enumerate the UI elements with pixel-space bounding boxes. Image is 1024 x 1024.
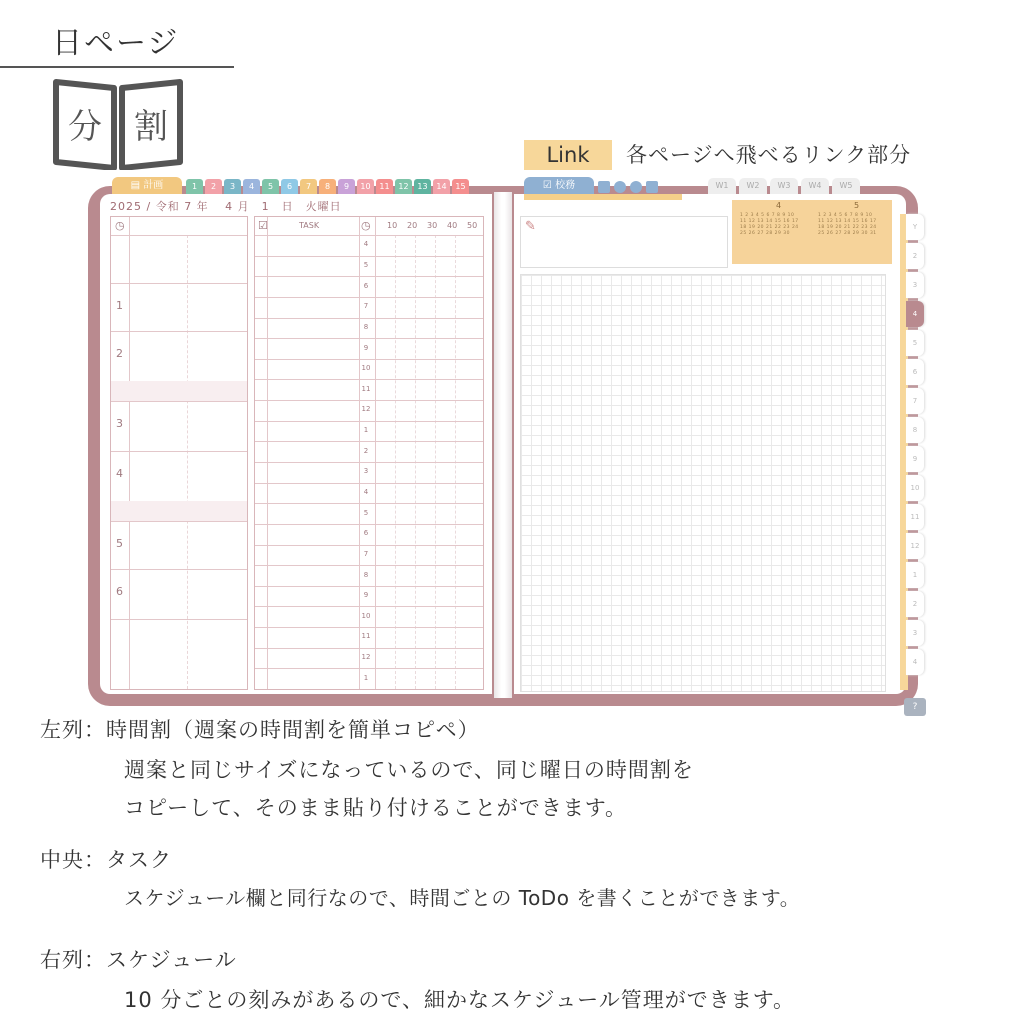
task-hour-label: 10: [361, 364, 371, 373]
tab-work[interactable]: [524, 177, 594, 194]
number-tab-11[interactable]: 11: [376, 179, 393, 194]
week-tab-w2[interactable]: W2: [739, 178, 767, 194]
task-row: [255, 627, 483, 628]
timetable-row-line: [111, 331, 247, 332]
center-column-title: 中央：タスク: [40, 848, 172, 872]
task-hour-label: 1: [363, 673, 369, 682]
side-tab-1[interactable]: 1: [906, 562, 924, 588]
timetable-row-line: [111, 619, 247, 620]
task-row: [255, 338, 483, 339]
book-spine: [494, 192, 512, 698]
link-band: [524, 194, 682, 200]
number-tab-7[interactable]: 7: [300, 179, 317, 194]
number-tab-15[interactable]: 15: [452, 179, 469, 194]
task-hour-label: 8: [363, 570, 369, 579]
period-label: 2: [116, 347, 123, 360]
week-tab-w1[interactable]: W1: [708, 178, 736, 194]
tab-work-label: 校務: [555, 180, 576, 191]
task-row: [255, 648, 483, 649]
center-column-line1: スケジュール欄と同行なので、時間ごとの ToDo を書くことができます。: [124, 886, 801, 910]
side-tab-9[interactable]: 9: [906, 446, 924, 472]
task-hour-label: 7: [363, 302, 369, 311]
period-label: 1: [116, 299, 123, 312]
help-button[interactable]: ?: [904, 698, 926, 716]
task-row: [255, 545, 483, 546]
task-hour-label: 7: [363, 549, 369, 558]
task-row: [255, 318, 483, 319]
side-tab-4[interactable]: 4: [906, 649, 924, 675]
task-hour-label: 5: [363, 260, 369, 269]
task-row: [255, 359, 483, 360]
link-badge: Link: [524, 140, 612, 170]
grid-notes-area[interactable]: [520, 274, 886, 692]
number-tab-8[interactable]: 8: [319, 179, 336, 194]
side-tab-6[interactable]: 6: [906, 359, 924, 385]
side-tab-10[interactable]: 10: [906, 475, 924, 501]
timetable-row-line: [111, 283, 247, 284]
task-hour-label: 3: [363, 467, 369, 476]
task-row: [255, 276, 483, 277]
minute-mark: 20: [407, 221, 418, 230]
task-row: [255, 524, 483, 525]
task-column[interactable]: [254, 216, 484, 690]
checkbox-icon: ☑: [542, 180, 556, 191]
task-hour-label: 8: [363, 322, 369, 331]
task-hour-label: 4: [363, 240, 369, 249]
minute-mark: 30: [427, 221, 438, 230]
title-underline: [0, 66, 234, 68]
clock-icon: ◷: [115, 219, 125, 232]
period-label: 5: [116, 537, 123, 550]
split-book-icon: [52, 78, 184, 170]
split-label-right: 割: [134, 107, 168, 147]
number-tab-14[interactable]: 14: [433, 179, 450, 194]
task-hour-label: 9: [363, 591, 369, 600]
task-row: [255, 441, 483, 442]
memo-box[interactable]: [520, 216, 728, 268]
number-tab-2[interactable]: 2: [205, 179, 222, 194]
right-column-line1: 10 分ごとの刻みがあるので、細かなスケジュール管理ができます。: [124, 988, 796, 1012]
number-tab-3[interactable]: 3: [224, 179, 241, 194]
checkbox-icon: ☑: [258, 219, 268, 232]
task-hour-label: 12: [361, 653, 371, 662]
tab-plan-label: 計画: [143, 180, 164, 191]
week-tab-w5[interactable]: W5: [832, 178, 860, 194]
left-column-line2: コピーして、そのまま貼り付けることができます。: [124, 796, 628, 820]
week-tabs: [708, 178, 860, 194]
task-hour-label: 12: [361, 405, 371, 414]
number-tab-1[interactable]: 1: [186, 179, 203, 194]
period-label: 6: [116, 585, 123, 598]
number-tab-4[interactable]: 4: [243, 179, 260, 194]
task-hour-label: 6: [363, 529, 369, 538]
pencil-icon: ✎: [525, 219, 536, 234]
timetable-row-line: [111, 401, 247, 402]
side-tab-5[interactable]: 5: [906, 330, 924, 356]
task-hour-label: 11: [361, 384, 371, 393]
task-row: [255, 400, 483, 401]
minute-mark: 50: [467, 221, 478, 230]
week-tab-w3[interactable]: W3: [770, 178, 798, 194]
timetable-row-line: [111, 521, 247, 522]
timetable-row-line: [111, 235, 247, 236]
task-hour-label: 10: [361, 611, 371, 620]
calendar-days-a: 1 2 3 4 5 6 7 8 9 10 11 12 13 14 15 16 17 18 19 20 21 22 23 24 25 26 27 28 29 30: [740, 213, 799, 236]
number-tab-9[interactable]: 9: [338, 179, 355, 194]
task-row: [255, 483, 483, 484]
task-hour-label: 11: [361, 632, 371, 641]
minute-mark: 10: [387, 221, 398, 230]
side-tab-11[interactable]: 11: [906, 504, 924, 530]
calendar-month-a: 4: [776, 201, 782, 210]
folder-icon[interactable]: [646, 181, 658, 193]
tab-plan[interactable]: [112, 177, 182, 194]
document-icon[interactable]: [598, 181, 610, 193]
task-hour-label: 4: [363, 487, 369, 496]
task-row: [255, 586, 483, 587]
side-tab-8[interactable]: 8: [906, 417, 924, 443]
clock-icon[interactable]: [614, 181, 626, 193]
task-row: [255, 379, 483, 380]
clock-icon: ◷: [361, 219, 371, 232]
mini-calendar: [732, 200, 892, 264]
number-tab-12[interactable]: 12: [395, 179, 412, 194]
task-row: [255, 235, 483, 236]
page-title: 日ページ: [52, 26, 180, 61]
side-tab-12[interactable]: 12: [906, 533, 924, 559]
calendar-month-b: 5: [854, 201, 860, 210]
task-row: [255, 565, 483, 566]
timetable-row-line: [111, 569, 247, 570]
right-column-title: 右列：スケジュール: [40, 948, 237, 972]
side-tab-3[interactable]: 3: [906, 272, 924, 298]
task-row: [255, 421, 483, 422]
task-row: [255, 297, 483, 298]
left-column-title: 左列：時間割（週案の時間割を簡単コピペ）: [40, 718, 480, 742]
task-divider: [267, 217, 268, 689]
number-tab-6[interactable]: 6: [281, 179, 298, 194]
period-label: 4: [116, 467, 123, 480]
task-row: [255, 668, 483, 669]
number-tab-10[interactable]: 10: [357, 179, 374, 194]
number-tab-13[interactable]: 13: [414, 179, 431, 194]
link-description: 各ページへ飛べるリンク部分: [626, 143, 912, 167]
side-tab-7[interactable]: 7: [906, 388, 924, 414]
side-tab-2[interactable]: 2: [906, 591, 924, 617]
task-hour-label: 9: [363, 343, 369, 352]
week-tab-w4[interactable]: W4: [801, 178, 829, 194]
task-hour-label: 6: [363, 281, 369, 290]
left-column-line1: 週案と同じサイズになっているので、同じ曜日の時間割を: [124, 758, 694, 782]
task-row: [255, 256, 483, 257]
chat-icon[interactable]: [630, 181, 642, 193]
timetable-subdivider: [187, 235, 188, 689]
clipboard-icon: ▤: [130, 180, 144, 191]
date-line: 2025 / 令和 7 年 4 月 1 日 火曜日: [110, 200, 342, 213]
number-tab-5[interactable]: 5: [262, 179, 279, 194]
split-label-left: 分: [68, 107, 102, 147]
period-label: 3: [116, 417, 123, 430]
task-row: [255, 503, 483, 504]
timetable-column[interactable]: [110, 216, 248, 690]
break-band: [111, 501, 247, 521]
task-header: TASK: [299, 221, 320, 230]
side-tab-4[interactable]: 4: [906, 301, 924, 327]
side-tab-y[interactable]: Y: [906, 214, 924, 240]
side-tab-2[interactable]: 2: [906, 243, 924, 269]
break-band: [111, 381, 247, 401]
number-tabs: [186, 179, 469, 194]
task-hour-label: 1: [363, 426, 369, 435]
side-tab-3[interactable]: 3: [906, 620, 924, 646]
task-row: [255, 606, 483, 607]
timetable-row-line: [111, 451, 247, 452]
task-hour-label: 2: [363, 446, 369, 455]
task-divider: [375, 217, 376, 689]
task-hour-label: 5: [363, 508, 369, 517]
work-icons: [598, 179, 682, 194]
task-row: [255, 462, 483, 463]
minute-mark: 40: [447, 221, 458, 230]
calendar-days-b: 1 2 3 4 5 6 7 8 9 10 11 12 13 14 15 16 17 18 19 20 21 22 23 24 25 26 27 28 29 30 31: [818, 213, 877, 236]
